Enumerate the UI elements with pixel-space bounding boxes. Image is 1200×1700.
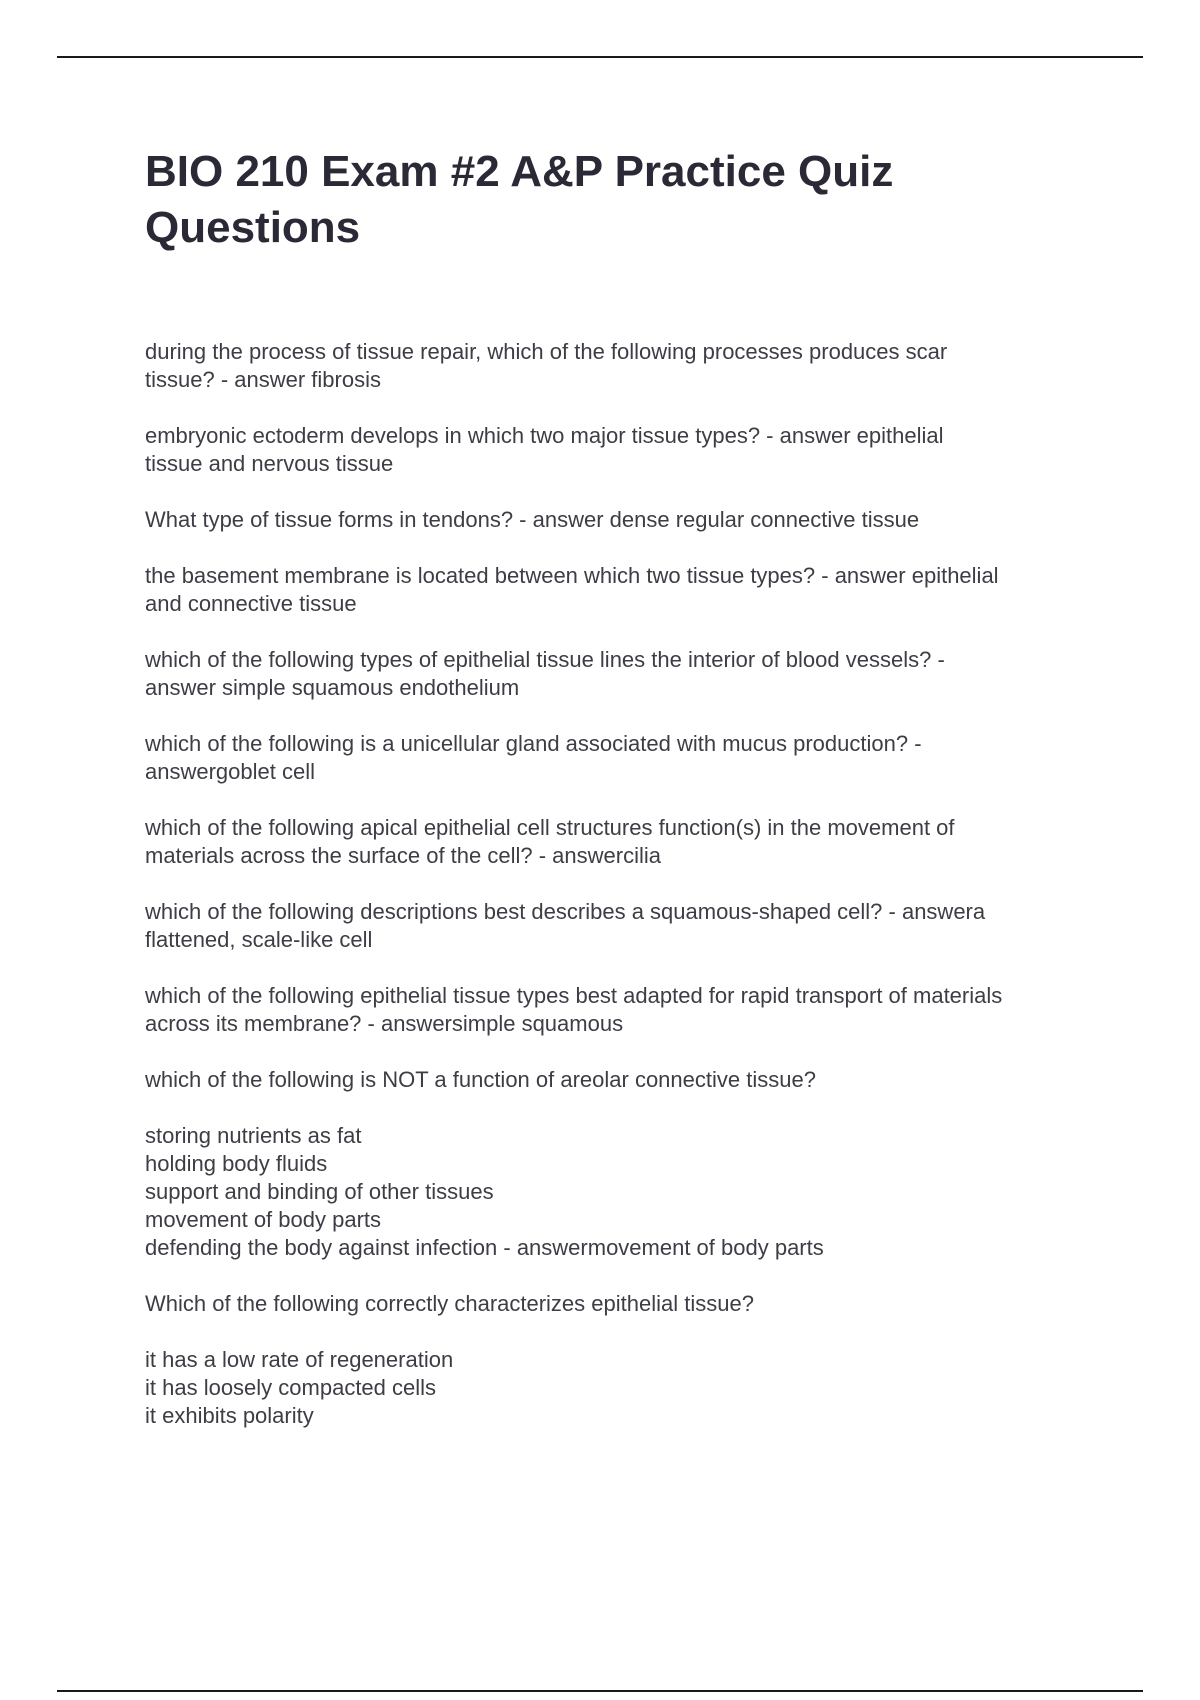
text-line: answer simple squamous endothelium [145,675,520,700]
text-line: which of the following is NOT a function of areolar connective tissue? [145,1067,816,1092]
qa-paragraph [145,1290,1105,1318]
text-line: answergoblet cell [145,759,315,784]
text-line: which of the following types of epithelial tissue lines the interior of blood vessels? - [145,647,945,672]
qa-paragraph [145,1066,1105,1094]
header-rule [57,56,1143,58]
text-line: Which of the following correctly characterizes epithelial tissue? [145,1291,754,1316]
qa-paragraph [145,422,1105,478]
qa-paragraph [145,814,1105,870]
text-line: which of the following apical epithelial cell structures function(s) in the movement of [145,815,955,840]
text-line: which of the following is a unicellular gland associated with mucus production? - [145,731,922,756]
text-line: support and binding of other tissues [145,1179,494,1204]
qa-paragraph [145,1346,1105,1430]
qa-paragraph [145,730,1105,786]
text-line: across its membrane? - answersimple squamous [145,1011,624,1036]
text-line: tissue? - answer fibrosis [145,367,381,392]
qa-paragraph [145,982,1105,1038]
qa-paragraph [145,338,1105,394]
qa-paragraph [145,562,1105,618]
quiz-content [145,338,1105,1458]
title-line-2: Questions [145,203,361,252]
text-line: embryonic ectoderm develops in which two major tissue types? - answer epithelial [145,423,944,448]
footer-rule [57,1690,1143,1692]
text-line: the basement membrane is located between which two tissue types? - answer epithelial [145,563,999,588]
text-line: defending the body against infection - answermovement of body parts [145,1235,824,1260]
qa-paragraph [145,1122,1105,1262]
text-line: What type of tissue forms in tendons? - answer dense regular connective tissue [145,507,920,532]
text-line: it exhibits polarity [145,1403,314,1428]
qa-paragraph [145,646,1105,702]
text-line: holding body fluids [145,1151,328,1176]
text-line: it has loosely compacted cells [145,1375,437,1400]
text-line: and connective tissue [145,591,357,616]
text-line: which of the following descriptions best describes a squamous-shaped cell? - answera [145,899,986,924]
text-line: tissue and nervous tissue [145,451,394,476]
text-line: which of the following epithelial tissue types best adapted for rapid transport of materials [145,983,1003,1008]
qa-paragraph [145,506,1105,534]
text-line: during the process of tissue repair, which of the following processes produces scar [145,339,948,364]
title-line-1: BIO 210 Exam #2 A&P Practice Quiz [145,147,894,196]
qa-paragraph [145,898,1105,954]
text-line: it has a low rate of regeneration [145,1347,454,1372]
text-line: movement of body parts [145,1207,382,1232]
text-line: storing nutrients as fat [145,1123,362,1148]
text-line: materials across the surface of the cell? - answercilia [145,843,661,868]
text-line: flattened, scale-like cell [145,927,373,952]
document-title [145,144,1085,256]
